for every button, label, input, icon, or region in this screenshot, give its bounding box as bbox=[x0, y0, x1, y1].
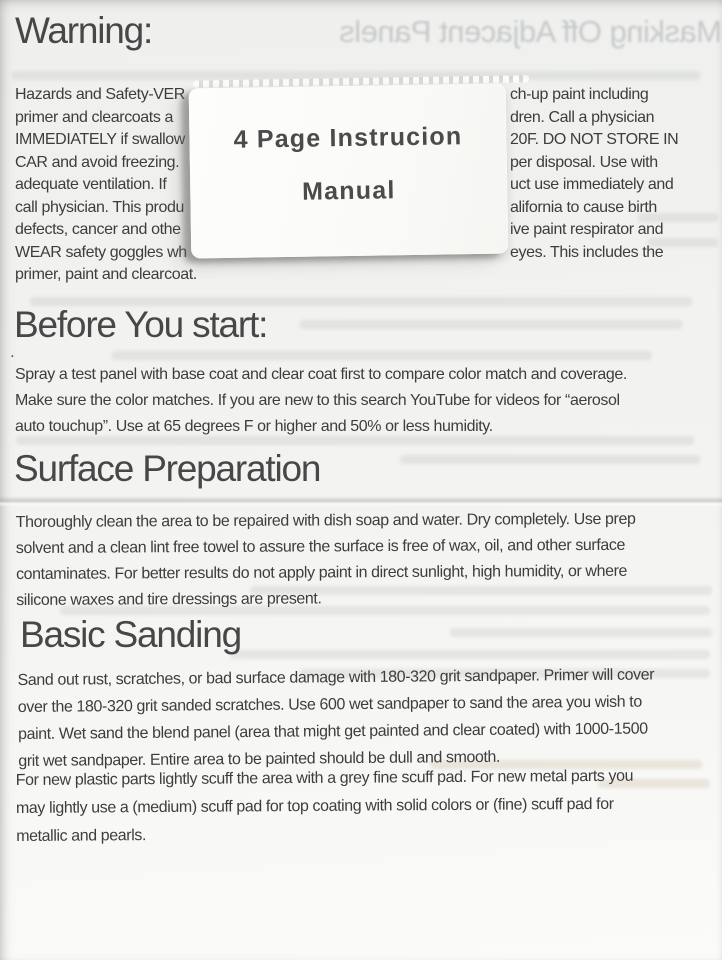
text-fragment-right: dren. Call a physician bbox=[510, 108, 655, 126]
text-fragment-left: adequate ventilation. If bbox=[15, 176, 167, 193]
before-paragraph bbox=[15, 366, 715, 444]
text-fragment-left: CAR and avoid freezing. bbox=[15, 153, 180, 171]
stray-dot: . bbox=[10, 342, 15, 361]
text-fragment-left: call physician. This produ bbox=[15, 198, 184, 216]
text-line: For new plastic parts lightly scuff the area with a grey fine scuff pad. For new metal parts you bbox=[15, 767, 634, 790]
bleedthrough-text-line bbox=[300, 320, 682, 329]
text-line: may lightly use a (medium) scuff pad for top coating with solid colors or (fine) scuff pad for bbox=[15, 795, 614, 817]
text-line: over the 180-320 grit sanded scratches. Use 600 wet sandpaper to sand the area you wish to bbox=[17, 693, 642, 717]
text-fragment-left: primer and clearcoats a bbox=[15, 108, 173, 126]
instruction-manual-sticker bbox=[189, 84, 509, 259]
section-heading-basic-sanding: Basic Sanding bbox=[20, 614, 241, 655]
text-fragment-right: 20F. DO NOT STORE IN bbox=[510, 131, 679, 148]
text-fragment-left: defects, cancer and othe bbox=[15, 221, 181, 238]
text-line: solvent and a clean lint free towel to assure the surface is free of wax, oil, and other surface bbox=[15, 536, 626, 558]
bleedthrough-text-line bbox=[450, 628, 712, 637]
text-line: paint. Wet sand the blend panel (area that might get painted and clear coated) with 1000-1500 bbox=[18, 720, 648, 743]
text-fragment-right: ch-up paint including bbox=[510, 86, 649, 103]
surface-paragraph bbox=[16, 510, 717, 618]
text-line bbox=[15, 266, 715, 289]
text-line: Spray a test panel with base coat and clear coat first to compare color match and coverage. bbox=[15, 366, 627, 383]
text-fragment-left: IMMEDIATELY if swallow bbox=[15, 131, 185, 148]
section-heading-before-you-start: Before You start: bbox=[14, 304, 268, 345]
text-fragment-right: alifornia to cause birth bbox=[510, 198, 657, 216]
text-line: auto touchup”. Use at 65 degrees F or higher and 50% or less humidity. bbox=[15, 418, 493, 435]
sticker-title-line1: 4 Page Instrucion bbox=[233, 122, 463, 154]
text-fragment-right: eyes. This includes the bbox=[510, 243, 664, 261]
text-line: metallic and pearls. bbox=[16, 827, 147, 845]
bleedthrough-text-line bbox=[230, 650, 710, 659]
text-line: contaminates. For better results do not apply paint in direct sunlight, high humidity, or where bbox=[16, 562, 628, 583]
section-heading-surface-preparation: Surface Preparation bbox=[14, 448, 321, 489]
text-line: Thoroughly clean the area to be repaired with dish soap and water. Dry completely. Use prep bbox=[15, 510, 636, 532]
bleedthrough-heading: Masking Off Adjacent Panels bbox=[339, 14, 722, 49]
text-line: grit wet sandpaper. Entire area to be painted should be dull and smooth. bbox=[18, 748, 501, 770]
text-fragment-right: uct use immediately and bbox=[510, 176, 674, 193]
text-fragment-left: primer, paint and clearcoat. bbox=[15, 266, 197, 283]
text-line: Make sure the color matches. If you are new to this search YouTube for videos for “aerosol bbox=[15, 392, 620, 409]
bleedthrough-text-line bbox=[400, 455, 700, 464]
text-line: Sand out rust, scratches, or bad surface damage with 180-320 grit sandpaper. Primer will cover bbox=[17, 666, 655, 690]
text-fragment-left: Hazards and Safety-VER bbox=[15, 86, 185, 103]
text-line: silicone waxes and tire dressings are present. bbox=[16, 590, 322, 609]
sticker-title-line2: Manual bbox=[301, 176, 396, 206]
bleedthrough-text-line bbox=[112, 351, 652, 360]
section-heading-warning: Warning: bbox=[15, 10, 153, 51]
scuff-paragraph bbox=[16, 767, 717, 856]
paper-edge-seam bbox=[0, 496, 722, 507]
text-fragment-right: per disposal. Use with bbox=[510, 153, 658, 171]
text-fragment-left: WEAR safety goggles wh bbox=[15, 243, 187, 261]
sanding-paragraph bbox=[18, 666, 719, 780]
text-fragment-right: ive paint respirator and bbox=[510, 221, 664, 238]
